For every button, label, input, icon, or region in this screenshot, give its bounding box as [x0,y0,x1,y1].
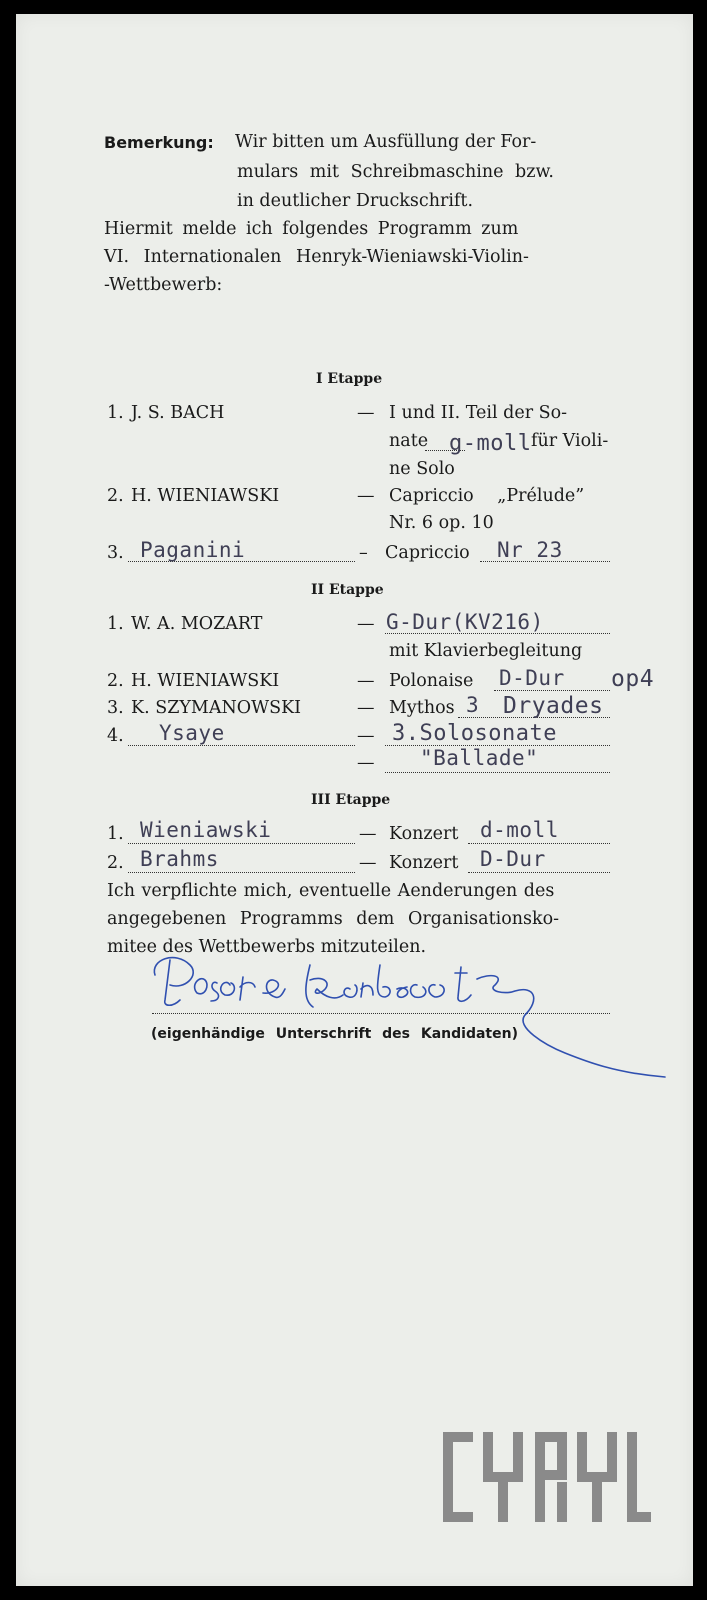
stage1-item1-work-line1: I und II. Teil der So- [389,403,568,423]
stage1-item3-work: Capriccio [385,543,470,563]
stage1-item1-num: 1. [107,403,124,423]
stage1-item2-composer: H. WIENIAWSKI [131,486,280,506]
stage2-item4-composer: Ysaye [159,721,225,745]
stage2-item3-composer: K. SZYMANOWSKI [131,698,302,718]
stage3-item1-composer: Wieniawski [140,818,272,842]
stage1-item1-typed-key: g-moll [449,431,532,456]
stage2-item2-work: Polonaise [389,671,474,691]
stage2-item2-work-typed: D-Dur [499,666,565,690]
intro-line3: -Wettbewerb: [104,275,223,295]
stage2-item2-num: 2. [107,671,124,691]
stage2-item1-work-typed: G-Dur(KV216) [386,610,544,634]
stage3-item1-dash: — [359,824,377,844]
stage2-item1-composer: W. A. MOZART [131,614,263,634]
stage3-item2-num: 2. [107,853,124,873]
commitment-line1: Ich verpflichte mich, eventuelle Aenderungen des [107,881,555,901]
stage2-item2-dash: — [357,671,375,691]
stage1-item1-work-line3: ne Solo [389,459,455,479]
commitment-line2: angegebenen Programms dem Organisationsko- [107,909,560,929]
stage2-item2-composer: H. WIENIAWSKI [131,671,280,691]
stage1-item3-num: 3. [107,543,124,563]
stage2-item4-dash: — [357,726,375,746]
stage1-item2-num: 2. [107,486,124,506]
stage2-item3-num: 3. [107,698,124,718]
stage1-item1-work-line2a: nate [389,431,429,451]
stage2-item3-work: Mythos [389,698,455,718]
stage2-item1-num: 1. [107,614,124,634]
stage2-item4-dash2: — [357,753,375,773]
stage2-item4-work-typed: 3.Solosonate [392,721,557,746]
stage2-item3-work-typed1: 3 [466,693,480,717]
stage2-item1-dash: — [357,614,375,634]
stage1-item2-dash: — [357,486,375,506]
stage3-item1-work: Konzert [389,824,459,844]
stage2-item4-work-typed2: "Ballade" [420,746,539,770]
stage3-heading: III Etappe [311,792,391,808]
cyryl-watermark-logo [443,1432,653,1531]
remark-line2: mulars mit Schreibmaschine bzw. [237,162,554,182]
remark-line1: Wir bitten um Ausfüllung der For- [235,132,537,152]
stage1-item1-composer: J. S. BACH [131,403,225,423]
intro-line1: Hiermit melde ich folgendes Programm zum [104,219,519,239]
stage3-item1-work-typed: d-moll [480,818,559,842]
stage1-item2-work-line2: Nr. 6 op. 10 [389,513,494,533]
signature-caption: (eigenhändige Unterschrift des Kandidaten) [151,1026,518,1042]
handwritten-signature [145,945,675,1085]
stage2-item1-work-line2: mit Klavierbegleitung [389,641,583,661]
stage2-heading: II Etappe [311,582,384,598]
remark-label: Bemerkung: [104,133,214,152]
stage3-item2-composer: Brahms [140,847,219,871]
commitment-line3: mitee des Wettbewerbs mitzuteilen. [107,937,427,957]
stage3-item2-dash: — [359,853,377,873]
stage2-item2-work-typed2: op4 [611,666,655,692]
stage1-item3-work-typed: Nr 23 [497,538,563,562]
stage1-item1-dash: — [357,403,375,423]
stage2-item3-work-typed2: Dryades [503,693,604,719]
stage3-item2-work: Konzert [389,853,459,873]
stage1-item3-composer: Paganini [140,538,246,562]
stage1-item2-work-line1: Capriccio „Prélude” [389,486,585,506]
intro-line2: VI. Internationalen Henryk-Wieniawski-Violin- [104,247,529,267]
stage2-item3-dash: — [357,698,375,718]
stage1-heading: I Etappe [316,371,383,387]
remark-line3: in deutlicher Druckschrift. [237,191,474,211]
stage1-item1-work-line2b: für Violi- [531,431,609,451]
stage3-item1-num: 1. [107,824,124,844]
stage3-item2-work-typed: D-Dur [480,847,546,871]
stage1-item3-dash: – [359,543,368,563]
stage2-item4-num: 4. [107,726,124,746]
